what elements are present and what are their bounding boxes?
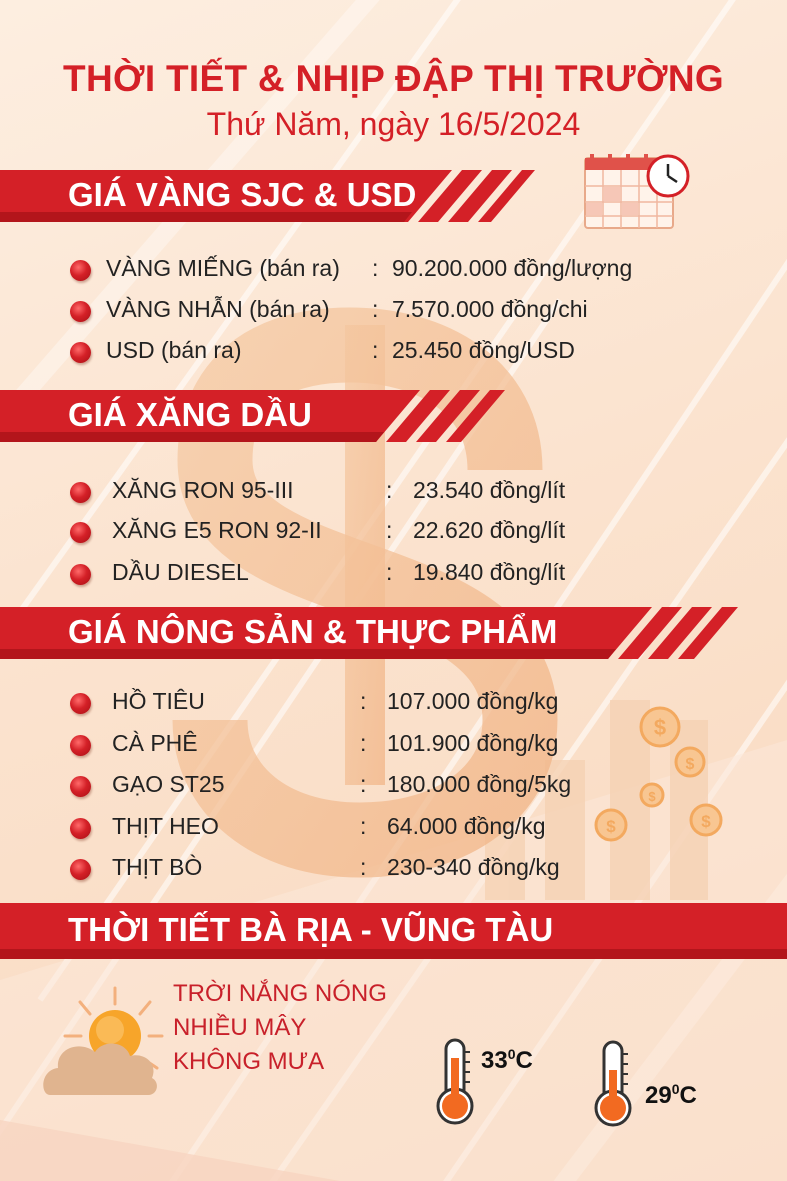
item-separator: : <box>360 813 367 839</box>
red-dot-bullet-icon <box>70 776 91 797</box>
section-banner-fuel <box>0 390 510 442</box>
degree-sign: 0 <box>671 1081 680 1097</box>
item-value: 19.840 đồng/lít <box>413 559 566 585</box>
item-value: 23.540 đồng/lít <box>413 477 566 503</box>
thermometer-icon <box>432 1038 480 1126</box>
temperature-high-value: 33 <box>481 1047 508 1074</box>
item-separator: : <box>372 296 379 322</box>
weather-condition: NHIỀU MÂY <box>173 1014 307 1041</box>
red-dot-bullet-icon <box>70 859 91 880</box>
item-label: GẠO ST25 <box>112 771 225 797</box>
svg-text:$: $ <box>606 817 616 836</box>
item-label: VÀNG MIẾNG (bán ra) <box>106 255 340 281</box>
item-value: 7.570.000 đồng/chi <box>392 296 588 322</box>
item-separator: : <box>386 517 393 543</box>
temperature-low-value: 29 <box>645 1082 672 1109</box>
item-separator: : <box>360 688 367 714</box>
item-label: CÀ PHÊ <box>112 730 198 756</box>
item-label: XĂNG RON 95-III <box>112 477 294 503</box>
temperature-high <box>481 1046 533 1075</box>
item-value: 101.900 đồng/kg <box>387 730 559 756</box>
svg-text:$: $ <box>701 812 711 831</box>
svg-text:$: $ <box>685 756 695 773</box>
item-value: 25.450 đồng/USD <box>392 337 575 363</box>
red-dot-bullet-icon <box>70 522 91 543</box>
item-label: HỒ TIÊU <box>112 688 205 714</box>
red-dot-bullet-icon <box>70 735 91 756</box>
temperature-unit: C <box>515 1047 533 1074</box>
temperature-low <box>645 1081 697 1110</box>
item-label: VÀNG NHẪN (bán ra) <box>106 296 330 322</box>
item-value: 64.000 đồng/kg <box>387 813 546 839</box>
weather-condition: TRỜI NẮNG NÓNG <box>173 980 387 1007</box>
thermometer-icon <box>590 1040 638 1128</box>
item-label: THỊT HEO <box>112 813 219 839</box>
item-separator: : <box>372 255 379 281</box>
item-separator: : <box>360 730 367 756</box>
section-title-weather: THỜI TIẾT BÀ RỊA - VŨNG TÀU <box>68 911 554 948</box>
red-dot-bullet-icon <box>70 482 91 503</box>
red-dot-bullet-icon <box>70 818 91 839</box>
red-dot-bullet-icon <box>70 564 91 585</box>
red-dot-bullet-icon <box>70 693 91 714</box>
item-value: 230-340 đồng/kg <box>387 854 560 880</box>
item-separator: : <box>360 854 367 880</box>
section-banner-agri <box>0 607 745 659</box>
item-value: 22.620 đồng/lít <box>413 517 566 543</box>
item-value: 180.000 đồng/5kg <box>387 771 572 797</box>
item-label: DẦU DIESEL <box>112 559 249 585</box>
section-banner-gold <box>0 170 540 222</box>
item-value: 90.200.000 đồng/lượng <box>392 255 633 281</box>
page-date: Thứ Năm, ngày 16/5/2024 <box>206 106 581 142</box>
degree-sign: 0 <box>507 1046 516 1062</box>
section-title-agri: GIÁ NÔNG SẢN & THỰC PHẨM <box>68 613 558 650</box>
svg-text:$: $ <box>653 715 667 740</box>
weather-condition: KHÔNG MƯA <box>173 1048 325 1075</box>
calendar-clock-icon <box>580 152 695 232</box>
item-separator: : <box>386 477 393 503</box>
section-title-fuel: GIÁ XĂNG DẦU <box>68 396 312 433</box>
section-banner-weather <box>0 903 787 959</box>
svg-text:$: $ <box>648 789 656 804</box>
section-title-gold: GIÁ VÀNG SJC & USD <box>68 176 417 213</box>
sun-behind-cloud-icon <box>40 980 170 1100</box>
red-dot-bullet-icon <box>70 301 91 322</box>
red-dot-bullet-icon <box>70 342 91 363</box>
item-separator: : <box>386 559 393 585</box>
item-separator: : <box>372 337 379 363</box>
item-value: 107.000 đồng/kg <box>387 688 559 714</box>
item-separator: : <box>360 771 367 797</box>
page-title: THỜI TIẾT & NHỊP ĐẬP THỊ TRƯỜNG <box>63 58 724 99</box>
item-label: THỊT BÒ <box>112 854 203 880</box>
item-label: USD (bán ra) <box>106 337 242 363</box>
temperature-unit: C <box>679 1082 697 1109</box>
red-dot-bullet-icon <box>70 260 91 281</box>
item-label: XĂNG E5 RON 92-II <box>112 517 322 543</box>
